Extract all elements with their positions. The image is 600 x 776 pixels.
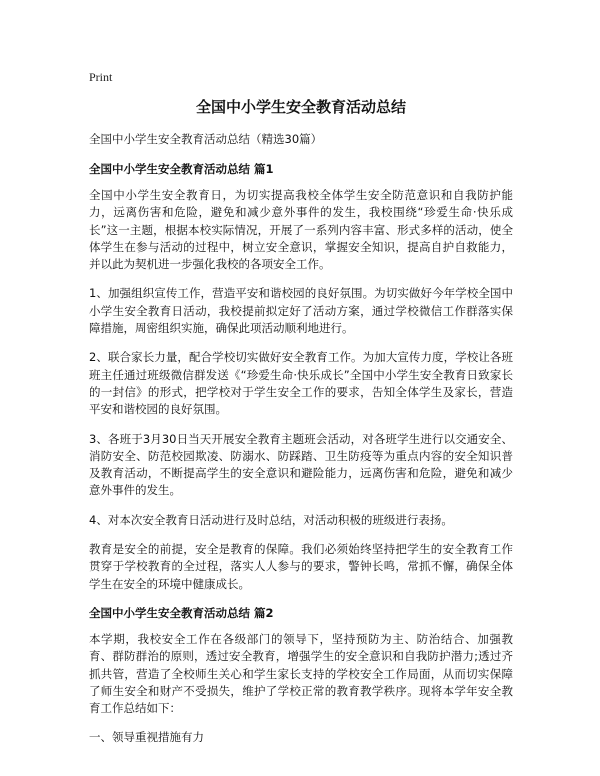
section-heading: 全国中小学生安全教育活动总结 篇1 [89,162,274,176]
document-body [89,161,513,759]
paragraph: 2、联合家长力量，配合学校切实做好安全教育工作。为加大宣传力度，学校让各班班主任通过班级微信群发送《“珍爱生命·快乐成长”全国中小学生安全教育日致家长的一封信》的形式，把学校对于学生安全工作的要求，告知全体学生及家长，营造平安和谐校园的良好氛围。 [89,350,513,417]
document-subtitle: 全国中小学生安全教育活动总结（精选30篇） [89,132,323,146]
print-link[interactable]: Print [89,70,113,84]
paragraph: 全国中小学生安全教育日，为切实提高我校全体学生安全防范意识和自我防护能力，远离伤害和危险，避免和减少意外事件的发生，我校围绕“珍爱生命·快乐成长”这一主题，根据本校实际情况，开展了一系列内容丰富、形式多样的活动，使全体学生在参与活动的过程中，树立安全意识，掌握安全知识，提高自护自救能力，并以此为契机进一步强化我校的各项安全工作。 [89,188,513,272]
section-heading: 全国中小学生安全教育活动总结 篇2 [89,605,274,620]
document-title: 全国中小学生安全教育活动总结 [195,98,406,116]
paragraph: 3、各班于3月30日当天开展安全教育主题班会活动，对各班学生进行以交通安全、消防安全、防范校园欺凌、防溺水、防踩踏、卫生防疫等为重点内容的安全知识普及教育活动，不断提高学生的安全意识和避险能力，远离伤害和危险，避免和减少意外事件的发生。 [89,431,513,498]
paragraph: 教育是安全的前提，安全是教育的保障。我们必须始终坚持把学生的安全教育工作贯穿于学校教育的全过程，落实人人参与的要求，警钟长鸣，常抓不懈，确保全体学生在安全的环境中健康成长。 [89,542,513,591]
paragraph: 4、对本次安全教育日活动进行及时总结，对活动积极的班级进行表扬。 [89,512,453,527]
paragraph: 一、领导重视措施有力 [89,730,204,745]
paragraph: 本学期，我校安全工作在各级部门的领导下，坚持预防为主、防治结合、加强教育、群防群治的原则，透过安全教育，增强学生的安全意识和自我防护潜力;透过齐抓共管，营造了全校师生关心和学生家长支持的学校安全工作局面，从而切实保障了师生安全和财产不受损失，维护了学校正常的教育教学秩序。现将本学年安全教育工作总结如下： [89,631,513,716]
paragraph: 1、加强组织宣传工作，营造平安和谐校园的良好氛围。为切实做好今年学校全国中小学生安全教育日活动，我校提前拟定好了活动方案，通过学校微信工作群落实保障措施，周密组织实施，确保此项活动顺利地进行。 [89,286,513,336]
